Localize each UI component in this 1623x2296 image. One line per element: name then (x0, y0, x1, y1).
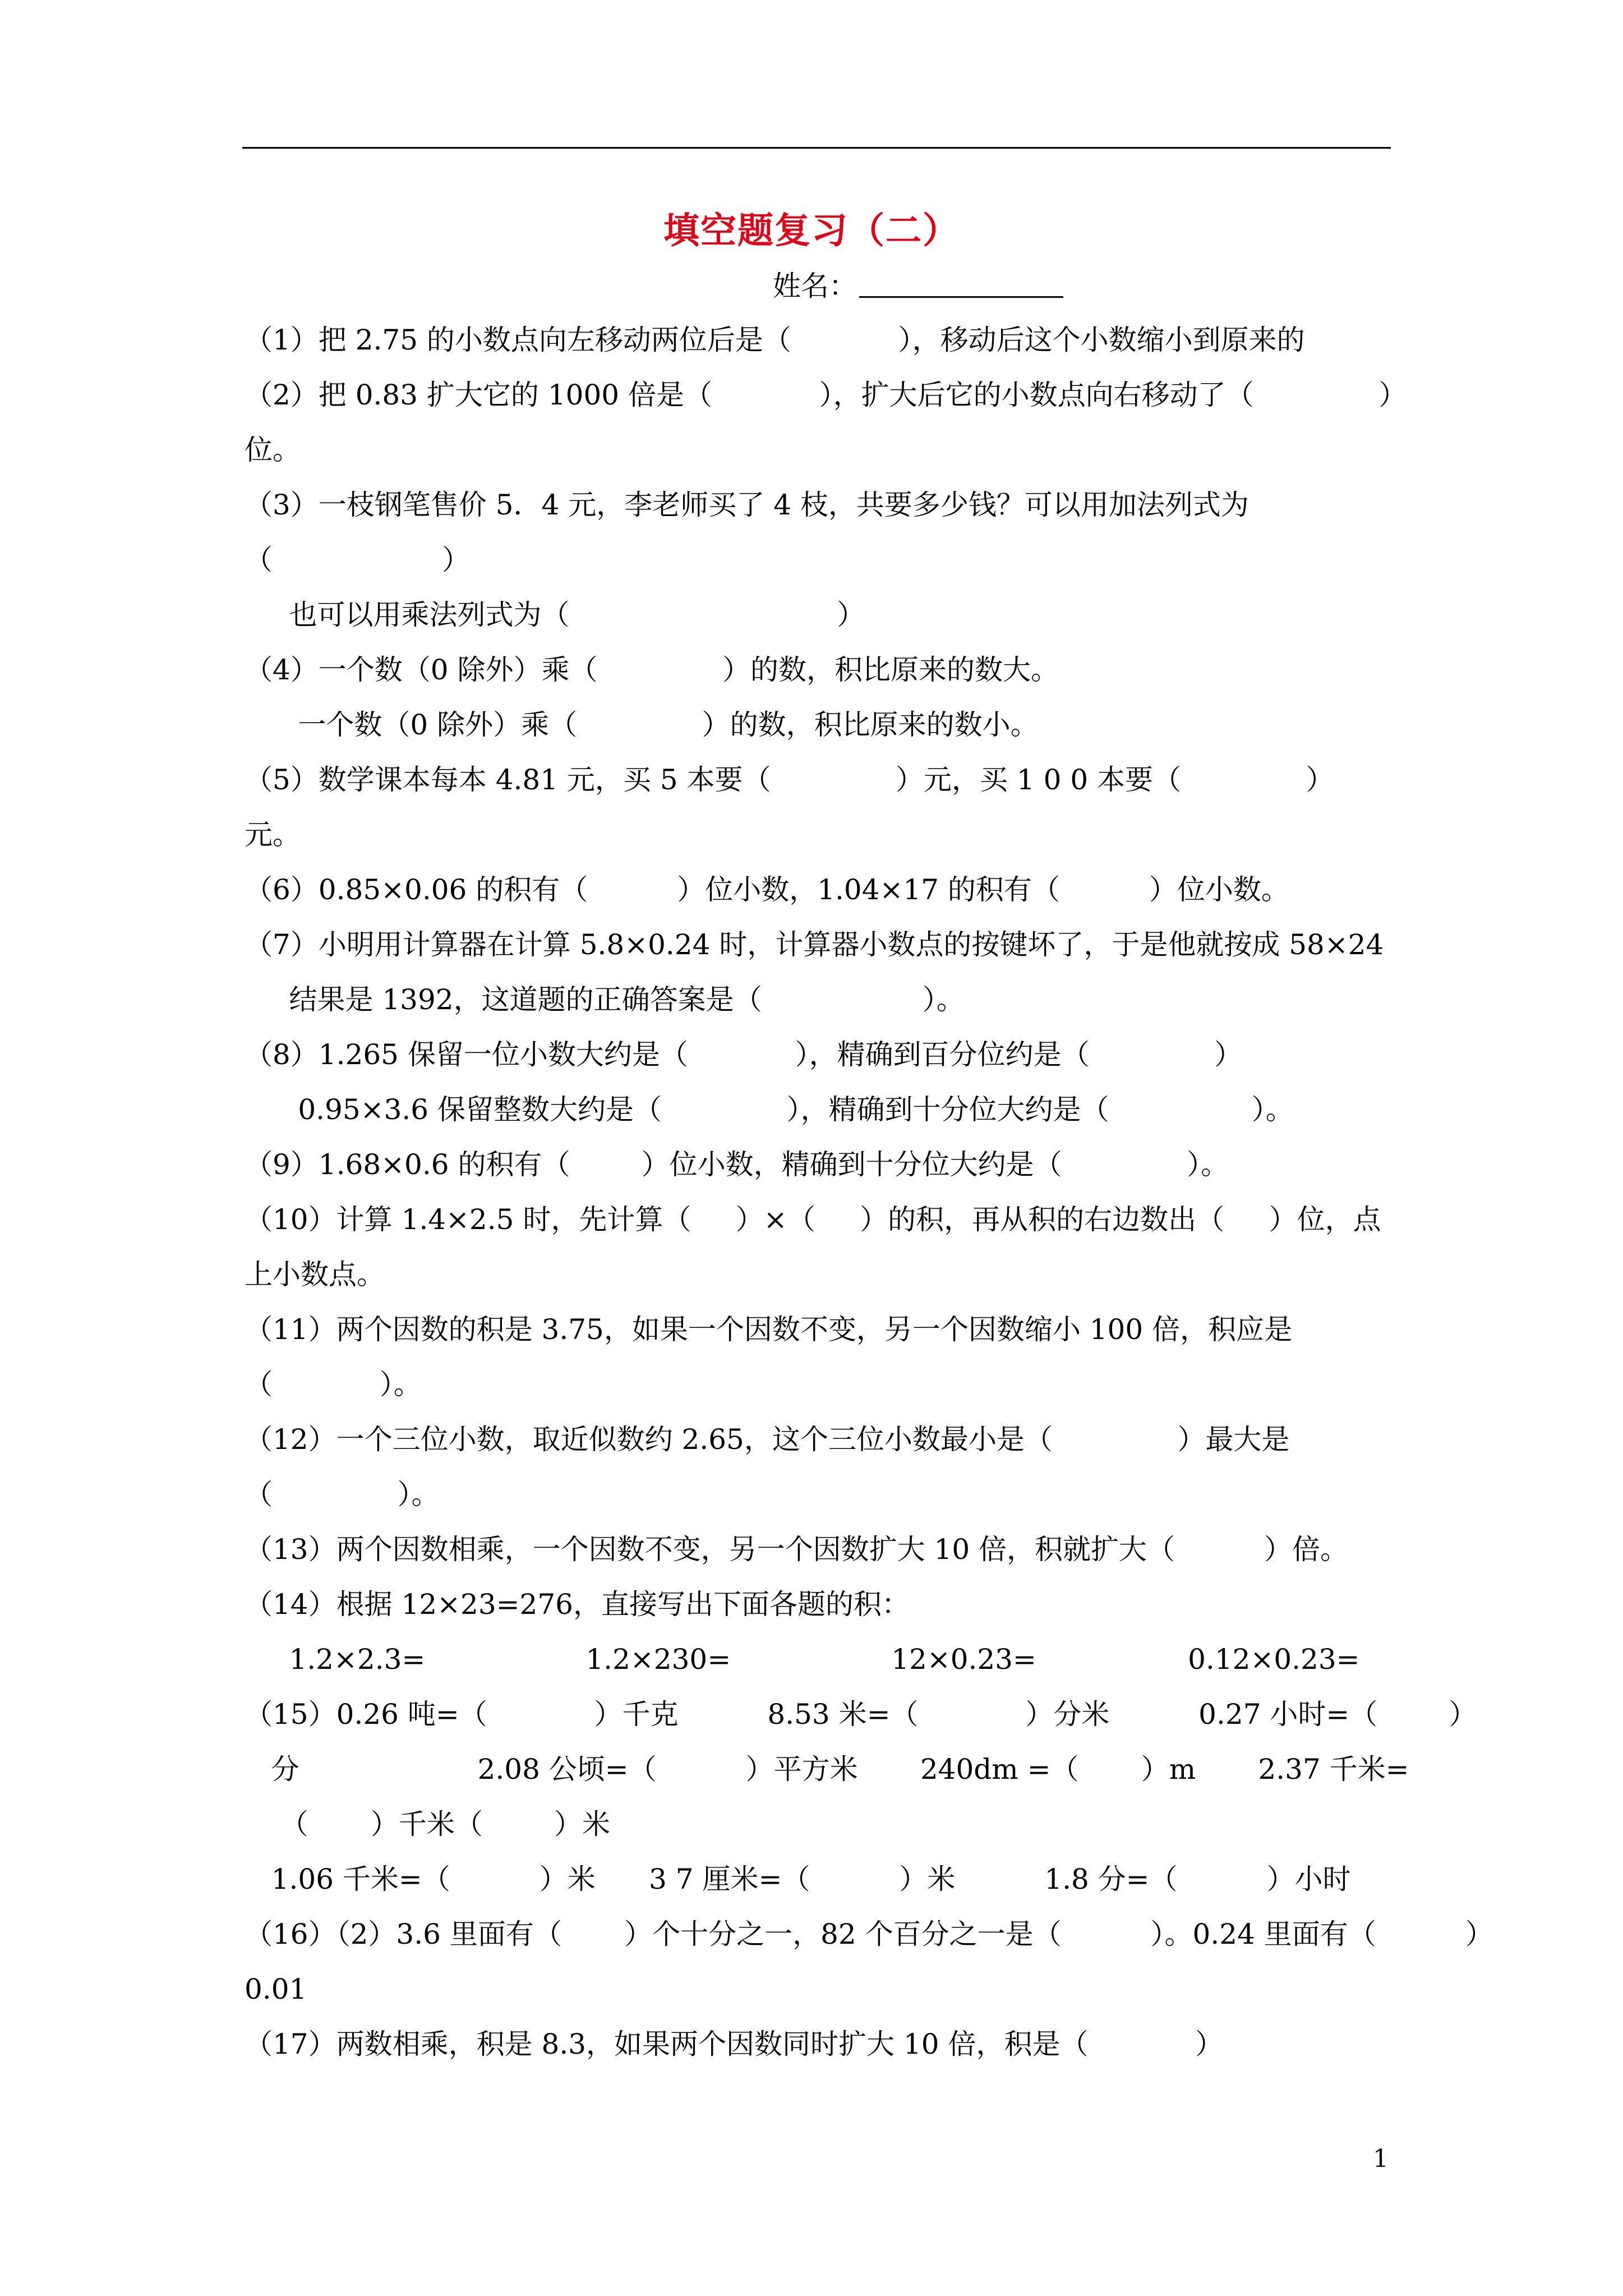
question-line: （16）（2）3.6 里面有（ ）个十分之一，82 个百分之一是（ ）。0.24 里面有（ ） (245, 1918, 1493, 1950)
question-line: （14）根据 12×23=276，直接写出下面各题的积： (245, 1588, 910, 1621)
page-title: 填空题复习（二） (663, 210, 960, 252)
question-line: （8）1.265 保留一位小数大约是（ ），精确到百分位约是（ ） (245, 1038, 1243, 1071)
question-line: （15）0.26 吨=（ ）千克 8.53 米=（ ）分米 0.27 小时=（ ） (245, 1698, 1477, 1731)
question-line: （7）小明用计算器在计算 5.8×0.24 时，计算器小数点的按键坏了，于是他就按成 58×24 (245, 928, 1384, 961)
question-line: 1.2×2.3= 1.2×230= 12×0.23= 0.12×0.23= (245, 1643, 1360, 1676)
question-line: （ ） (245, 544, 470, 576)
question-line: 0.95×3.6 保留整数大约是（ ），精确到十分位大约是（ ）。 (245, 1093, 1294, 1126)
name-label: 姓名： (773, 270, 857, 302)
question-line: （ ）。 (245, 1478, 440, 1511)
question-line: （ ）。 (245, 1368, 422, 1401)
question-line: （17）两数相乘，积是 8.3，如果两个因数同时扩大 10 倍，积是（ ） (245, 2028, 1224, 2060)
question-line: （10）计算 1.4×2.5 时，先计算（ ）×（ ）的积，再从积的右边数出（ ）位，点 (245, 1203, 1381, 1236)
question-line: 1.06 千米=（ ）米 3 7 厘米=（ ）米 1.8 分=（ ）小时 (245, 1863, 1351, 1895)
page-number: 1 (1373, 2145, 1389, 2173)
question-line: （9）1.68×0.6 的积有（ ）位小数，精确到十分位大约是（ ）。 (245, 1148, 1229, 1181)
question-line: 元。 (245, 818, 301, 851)
question-line: （1）把 2.75 的小数点向左移动两位后是（ ），移动后这个小数缩小到原来的 (245, 324, 1305, 356)
question-line: 上小数点。 (245, 1258, 385, 1291)
question-line: （3）一枝钢笔售价 5．4 元，李老师买了 4 枝，共要多少钱？可以用加法列式为 (245, 489, 1249, 521)
question-line: （12）一个三位小数，取近似数约 2.65，这个三位小数最小是（ ）最大是 (245, 1423, 1290, 1456)
question-line: （4）一个数（0 除外）乘（ ）的数，积比原来的数大。 (245, 654, 1059, 686)
header-rule (242, 147, 1391, 149)
question-line: （ ）千米（ ）米 (245, 1808, 610, 1841)
question-line: （6）0.85×0.06 的积有（ ）位小数，1.04×17 的积有（ ）位小数。 (245, 873, 1289, 906)
name-blank-line[interactable] (859, 296, 1063, 298)
question-line: 分 2.08 公顷=（ ）平方米 240dm =（ ）m 2.37 千米= (245, 1753, 1409, 1786)
question-line: 位。 (245, 434, 301, 466)
question-line: 也可以用乘法列式为（ ） (245, 599, 865, 631)
question-line: （2）把 0.83 扩大它的 1000 倍是（ ），扩大后它的小数点向右移动了（ ） (245, 379, 1407, 411)
question-line: （5）数学课本每本 4.81 元，买 5 本要（ ）元，买 1 0 0 本要（ ） (245, 763, 1334, 796)
question-line: （13）两个因数相乘，一个因数不变，另一个因数扩大 10 倍，积就扩大（ ）倍。 (245, 1533, 1348, 1566)
question-line: （11）两个因数的积是 3.75，如果一个因数不变，另一个因数缩小 100 倍，积应是 (245, 1313, 1293, 1346)
question-line: 0.01 (245, 1973, 307, 2005)
question-line: 结果是 1392，这道题的正确答案是（ ）。 (245, 983, 965, 1016)
question-line: 一个数（0 除外）乘（ ）的数，积比原来的数小。 (245, 708, 1039, 741)
